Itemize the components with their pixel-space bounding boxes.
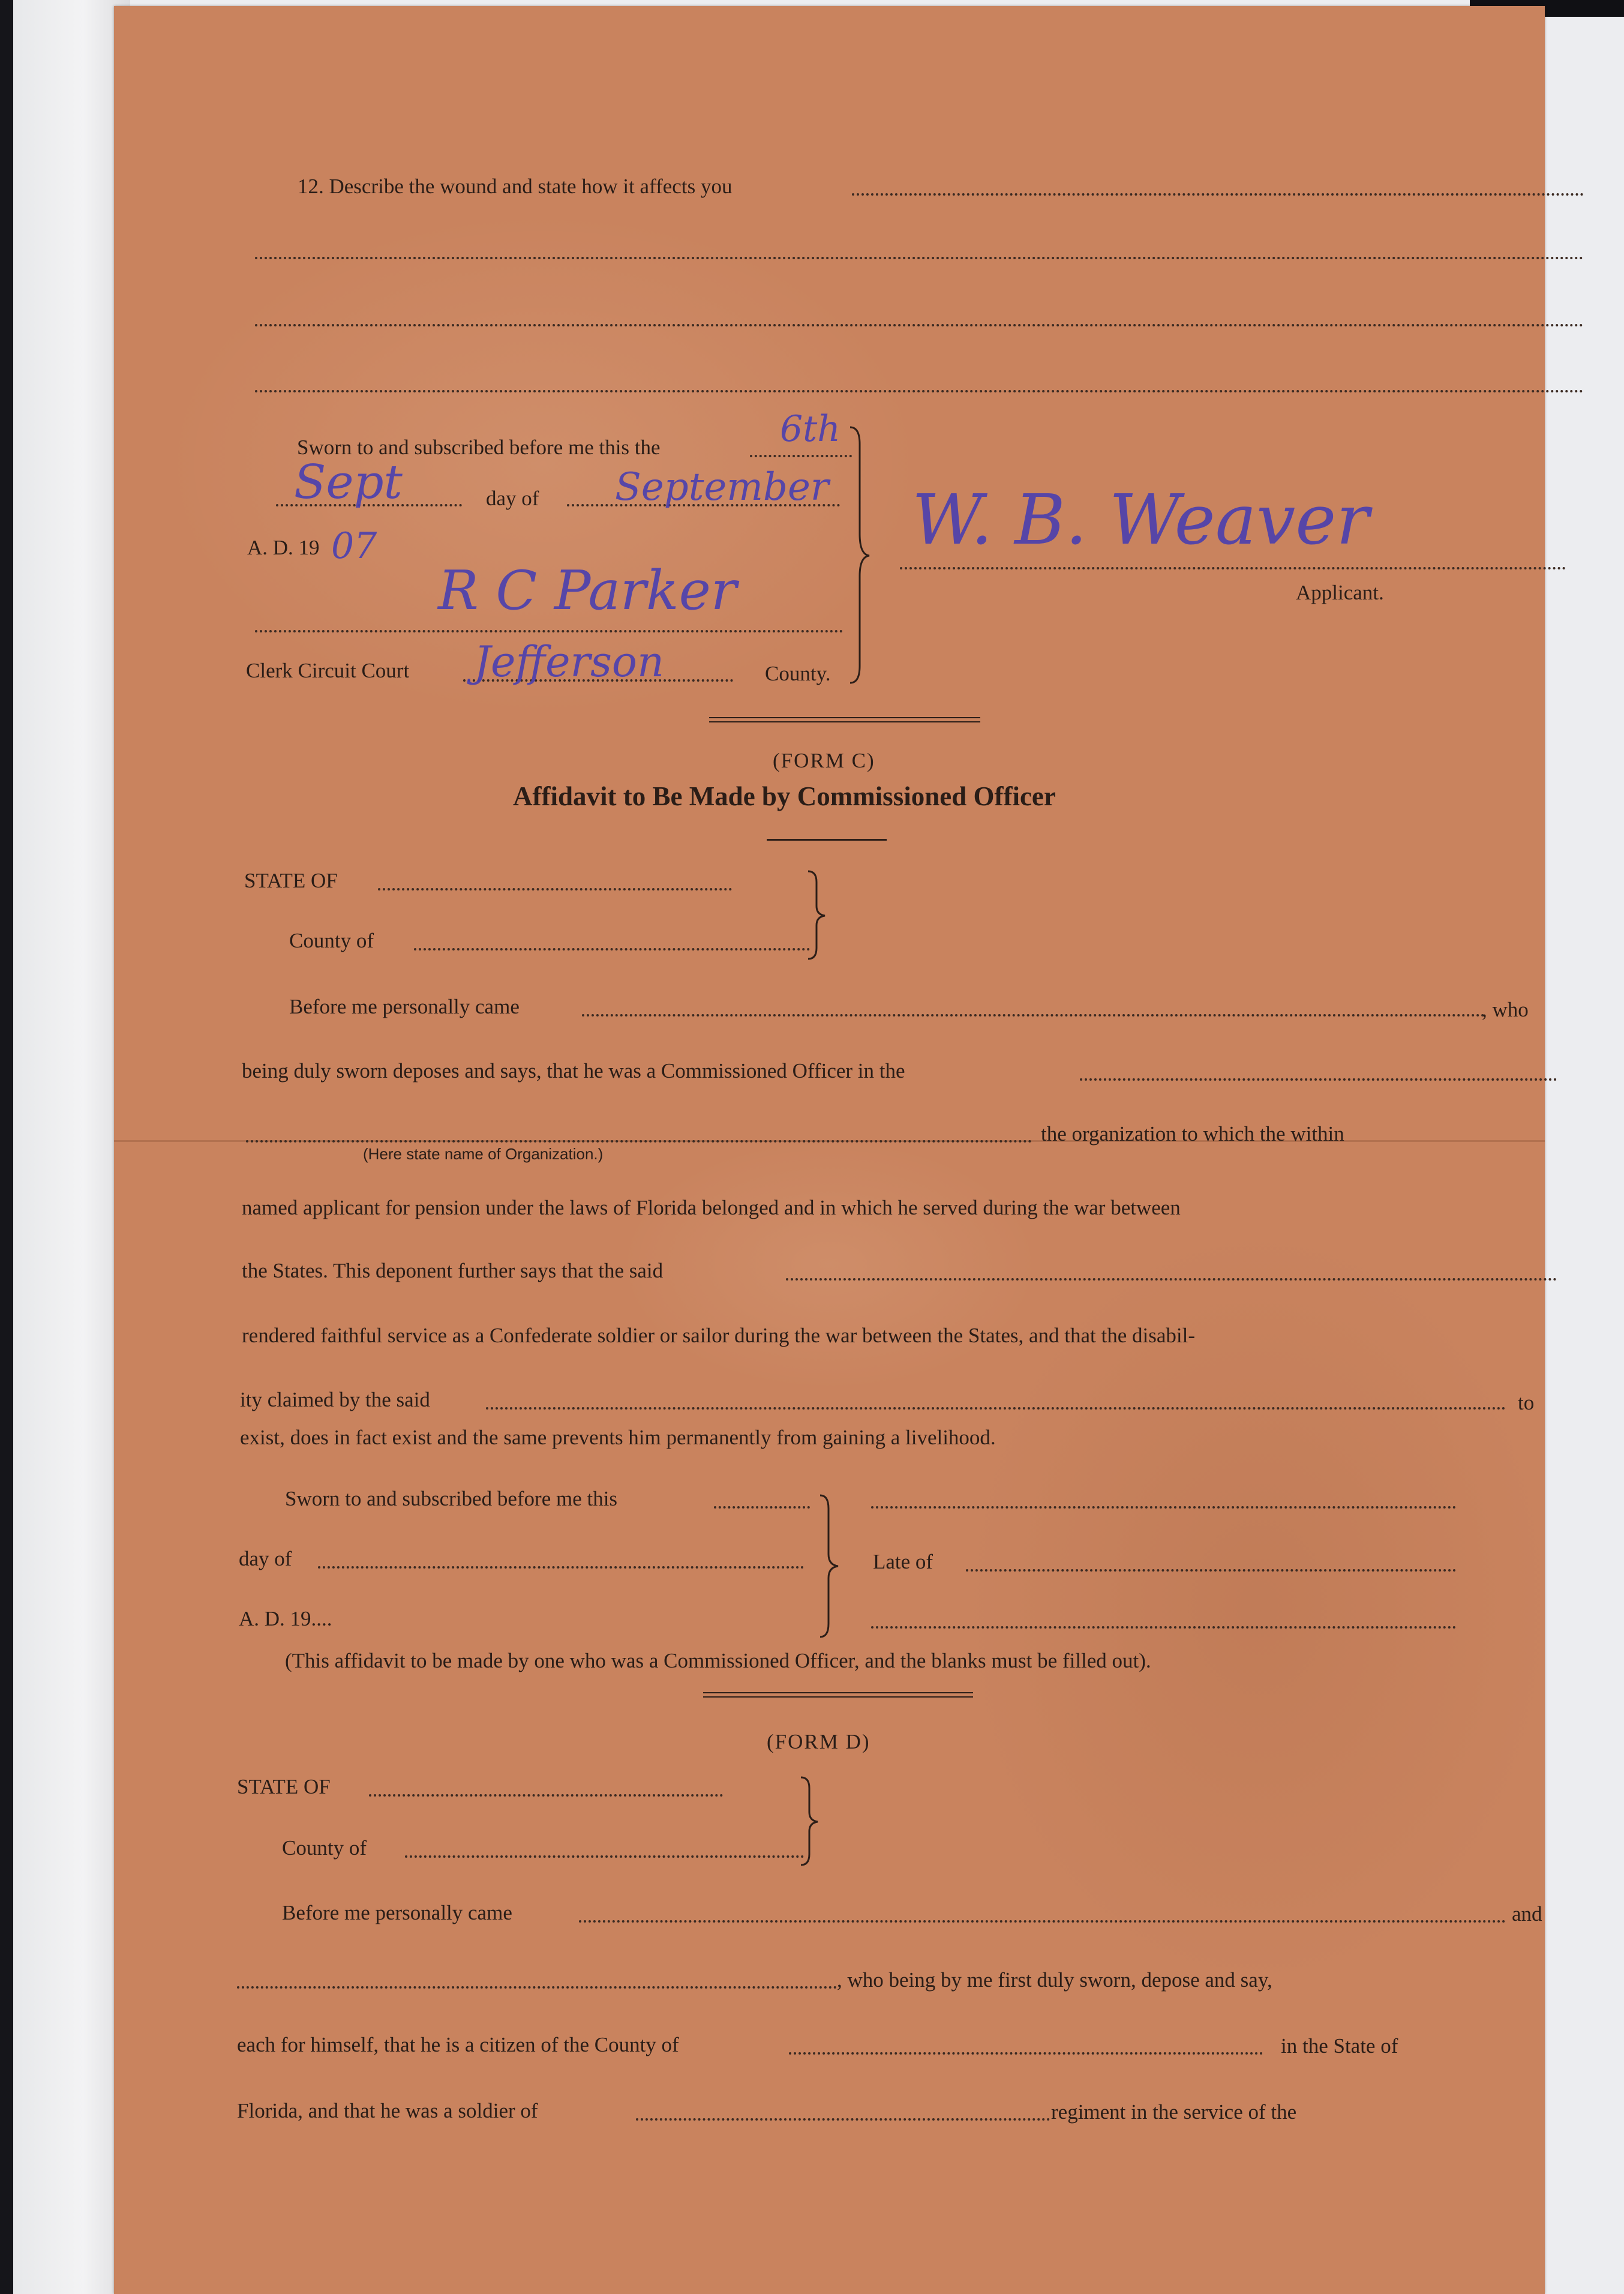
form-c-org-caption: (Here state name of Organization.) (363, 1145, 604, 1163)
form-c-officer-unit-blank[interactable] (1080, 1078, 1557, 1081)
item12-blank-3[interactable] (255, 324, 1584, 326)
form-c-line2: being duly sworn deposes and says, that he was a Commissioned Officer in the (242, 1059, 905, 1082)
form-c-organization-blank[interactable] (246, 1140, 1032, 1142)
form-d-county-blank[interactable] (405, 1855, 804, 1858)
jurat-sworn-label: Sworn to and subscribed before me this the (297, 436, 661, 459)
jurat-county-handwritten: Jefferson (474, 637, 665, 686)
form-c-county-blank[interactable] (414, 948, 810, 950)
form-d-label: (FORM D) (767, 1730, 870, 1753)
applicant-label: Applicant. (1296, 581, 1384, 604)
jurat-day-handwritten: 6th (780, 408, 840, 450)
form-c-disability-blank[interactable] (486, 1407, 1506, 1410)
jurat-day-blank[interactable] (750, 455, 852, 457)
form-c-line7-end: to (1518, 1391, 1535, 1414)
form-c-before-label: Before me personally came (289, 995, 520, 1018)
form-c-line6: rendered faithful service as a Confederate soldier or sailor during the war between the States, and that the disabil- (242, 1324, 1195, 1347)
applicant-signature: W. B. Weaver (912, 480, 1370, 560)
scanner-frame-left (0, 0, 13, 2294)
jurat-ad-label: A. D. 19 (247, 536, 320, 559)
jurat-year-handwritten: 07 (331, 525, 377, 567)
jurat-clerk-signature-line[interactable] (255, 630, 843, 632)
form-c-officer-signature-line[interactable] (871, 1506, 1456, 1509)
form-d-affiant-2-blank[interactable] (237, 1986, 837, 1989)
form-c-sworn-day-blank[interactable] (714, 1506, 810, 1509)
form-d-and-label: and (1512, 1902, 1542, 1926)
form-c-line5: the States. This deponent further says that the said (242, 1259, 664, 1282)
form-d-venue-brace (800, 1776, 824, 1866)
form-c-org-tail: the organization to which the within (1041, 1122, 1344, 1145)
item12-blank-4[interactable] (255, 390, 1584, 392)
form-c-late-of-label: Late of (873, 1550, 933, 1573)
form-c-sworn-label: Sworn to and subscribed before me this (285, 1487, 618, 1510)
form-c-note: (This affidavit to be made by one who was a Commissioned Officer, and the blanks must be filled out). (285, 1649, 1151, 1672)
jurat-county-label: County. (765, 662, 831, 685)
form-c-venue-brace (807, 870, 831, 960)
form-c-late-of-blank[interactable] (966, 1569, 1456, 1572)
item12-label: 12. Describe the wound and state how it affects you (298, 175, 733, 198)
section-divider-d (703, 1692, 973, 1698)
form-d-state-label: STATE OF (237, 1775, 331, 1798)
item12-blank-1[interactable] (852, 193, 1584, 196)
form-c-state-label: STATE OF (244, 869, 338, 892)
jurat-clerk-label: Clerk Circuit Court (246, 659, 410, 682)
form-c-jurat-brace (819, 1494, 843, 1638)
form-d-line3-end: in the State of (1281, 2034, 1398, 2058)
form-c-deponent-blank[interactable] (582, 1014, 1485, 1016)
form-c-who-label: , who (1482, 998, 1529, 1021)
form-c-applicant-name-blank[interactable] (786, 1278, 1557, 1281)
form-c-line8: exist, does in fact exist and the same prevents him permanently from gaining a livelihood. (240, 1426, 996, 1449)
form-c-line4: named applicant for pension under the laws of Florida belonged and in which he served during the war between (242, 1196, 1181, 1219)
form-c-label: (FORM C) (773, 749, 875, 772)
applicant-signature-line[interactable] (900, 567, 1566, 569)
jurat-month-handwritten: September (615, 465, 829, 509)
form-c-line7-start: ity claimed by the said (240, 1388, 430, 1411)
form-c-officer-title-line[interactable] (871, 1626, 1456, 1629)
form-c-county-label: County of (289, 929, 374, 952)
form-d-line4-end: regiment in the service of the (1051, 2100, 1297, 2124)
form-d-line4-start: Florida, and that he was a soldier of (237, 2099, 538, 2122)
form-d-line2-end: , who being by me first duly sworn, depose and say, (837, 1968, 1272, 1992)
form-c-state-blank[interactable] (378, 888, 732, 890)
form-d-soldier-of-blank[interactable] (636, 2118, 1050, 2121)
form-c-ad-label: A. D. 19.... (239, 1607, 332, 1630)
section-divider-c (709, 717, 980, 722)
form-d-before-label: Before me personally came (282, 1901, 512, 1924)
form-c-title: Affidavit to Be Made by Commissioned Officer (513, 781, 1056, 811)
form-d-county-label: County of (282, 1836, 367, 1860)
form-c-month-blank[interactable] (318, 1566, 804, 1569)
pension-application-page (114, 6, 1545, 2294)
form-c-dayof-label: day of (239, 1547, 292, 1570)
form-d-county-of-blank[interactable] (789, 2052, 1263, 2055)
item12-blank-2[interactable] (255, 257, 1584, 259)
form-d-line3-start: each for himself, that he is a citizen of the County of (237, 2033, 679, 2056)
form-d-state-blank[interactable] (369, 1794, 723, 1797)
jurat-month-prefix-handwritten: Sept (294, 455, 403, 509)
scanner-background-strip (13, 0, 130, 2294)
jurat-brace (849, 426, 873, 684)
form-d-affiant-1-blank[interactable] (579, 1920, 1506, 1923)
form-c-title-rule (767, 839, 887, 841)
jurat-dayof-label: day of (486, 487, 539, 510)
jurat-clerk-signature: R C Parker (438, 559, 737, 622)
